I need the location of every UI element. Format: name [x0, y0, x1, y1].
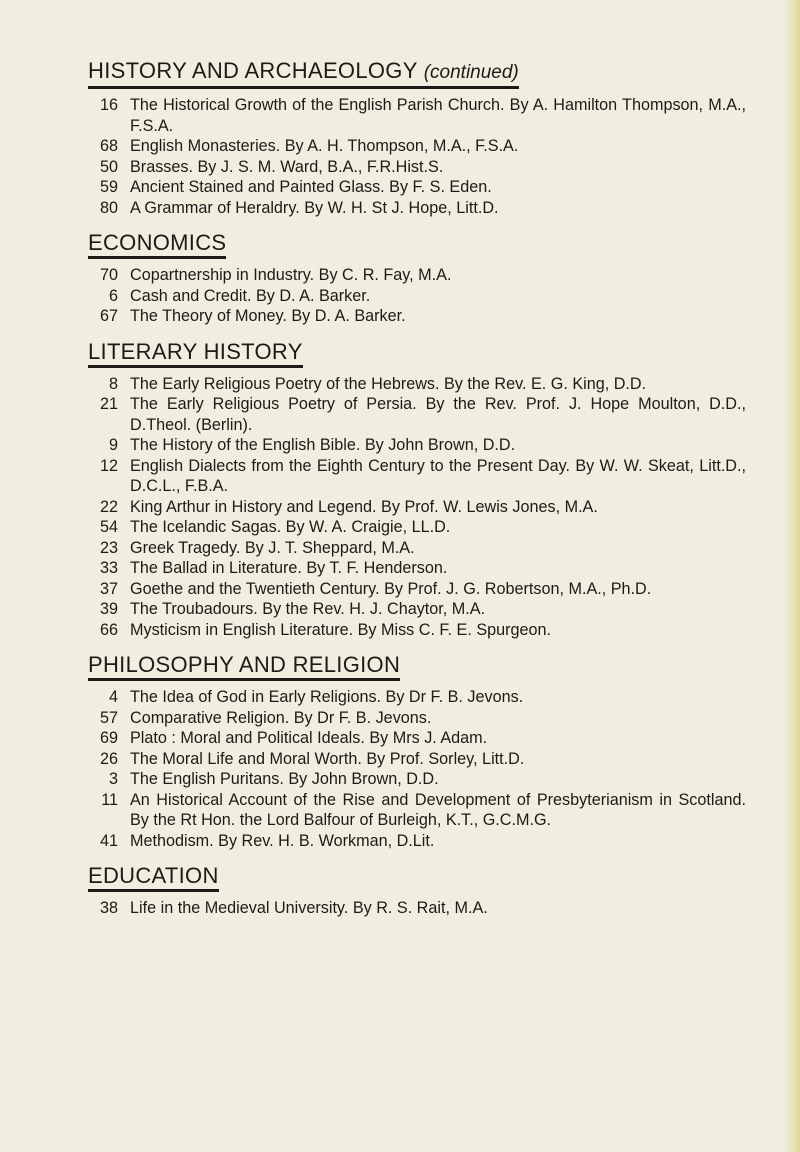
entry-number: 38	[99, 899, 118, 917]
list-item	[86, 538, 746, 559]
entry-title: Life in the Medieval University. By R. S. Rait, M.A.	[130, 899, 488, 917]
list-item	[86, 456, 746, 497]
entry-list	[86, 374, 746, 641]
entry-number: 22	[99, 497, 118, 516]
entry-list	[86, 687, 746, 851]
entry-list	[86, 265, 746, 327]
list-item	[86, 517, 746, 538]
list-item	[86, 790, 746, 831]
entry-number: 9	[108, 436, 118, 454]
list-item	[86, 286, 746, 307]
entry-number: 16	[99, 96, 118, 114]
entry-title: Methodism. By Rev. H. B. Workman, D.Lit.	[130, 831, 435, 850]
entry-number: 80	[99, 198, 118, 217]
section-education	[86, 863, 746, 919]
list-item	[86, 749, 746, 770]
entry-title: Plato : Moral and Political Ideals. By Mrs J. Adam.	[130, 729, 488, 747]
entry-title: Cash and Credit. By D. A. Barker.	[130, 286, 371, 305]
entry-title: The Idea of God in Early Religions. By Dr F. B. Jevons.	[130, 688, 524, 706]
entry-number: 4	[108, 688, 118, 706]
section-economics	[86, 230, 746, 327]
list-item	[86, 558, 746, 579]
entry-number: 37	[99, 579, 118, 598]
continued-label: (continued)	[423, 62, 519, 83]
entry-title: The Moral Life and Moral Worth. By Prof. Sorley, Litt.D.	[130, 749, 525, 768]
list-item	[86, 136, 746, 157]
section-heading: PHILOSOPHY AND RELIGION	[88, 652, 400, 681]
entry-number: 50	[99, 157, 118, 176]
entry-number: 6	[108, 286, 118, 305]
list-item	[86, 708, 746, 729]
entry-number: 33	[99, 559, 118, 577]
entry-number: 66	[99, 620, 118, 639]
section-philosophy-religion	[86, 652, 746, 851]
entry-title: Mysticism in English Literature. By Miss C. F. E. Spurgeon.	[130, 620, 552, 639]
entry-number: 54	[99, 518, 118, 536]
entry-title: Goethe and the Twentieth Century. By Prof. J. G. Robertson, M.A., Ph.D.	[130, 579, 652, 598]
list-item	[86, 95, 746, 136]
list-item	[86, 620, 746, 641]
list-item	[86, 769, 746, 790]
section-heading	[88, 58, 519, 89]
entry-title: The Historical Growth of the English Parish Church. By A. Hamilton Thompson, M.A., F.S.A.	[130, 96, 746, 135]
section-heading: EDUCATION	[88, 863, 219, 892]
entry-list	[86, 898, 746, 919]
entry-number: 69	[99, 729, 118, 747]
section-heading: ECONOMICS	[88, 230, 226, 259]
entry-number: 11	[101, 790, 118, 809]
entry-title: The History of the English Bible. By John Brown, D.D.	[130, 436, 516, 454]
entry-number: 39	[99, 600, 118, 618]
section-history-archaeology	[86, 58, 746, 218]
entry-title: King Arthur in History and Legend. By Prof. W. Lewis Jones, M.A.	[130, 497, 598, 516]
entry-title: The Early Religious Poetry of the Hebrews. By the Rev. E. G. King, D.D.	[130, 374, 647, 393]
entry-title: The Theory of Money. By D. A. Barker.	[130, 307, 406, 325]
entry-title: Greek Tragedy. By J. T. Sheppard, M.A.	[130, 538, 415, 557]
list-item	[86, 198, 746, 219]
entry-title: Comparative Religion. By Dr F. B. Jevons.	[130, 708, 432, 727]
entry-list	[86, 95, 746, 218]
list-item	[86, 831, 746, 852]
entry-title: The Icelandic Sagas. By W. A. Craigie, LL.D.	[130, 518, 451, 536]
list-item	[86, 435, 746, 456]
section-heading: LITERARY HISTORY	[88, 339, 303, 368]
entry-number: 12	[99, 456, 118, 475]
section-literary-history	[86, 339, 746, 641]
entry-title: An Historical Account of the Rise and Development of Presbyterianism in Scotland. By the Rt Hon. the Lord Balfour of Burleigh, K.T., G.C.M.G.	[130, 790, 746, 829]
catalogue-page	[86, 58, 746, 919]
list-item	[86, 497, 746, 518]
page-edge	[784, 0, 800, 1152]
list-item	[86, 599, 746, 620]
entry-title: A Grammar of Heraldry. By W. H. St J. Hope, Litt.D.	[130, 198, 499, 217]
entry-title: English Monasteries. By A. H. Thompson, M.A., F.S.A.	[130, 137, 519, 155]
heading-text: HISTORY AND ARCHAEOLOGY	[88, 58, 418, 83]
entry-number: 57	[99, 708, 118, 727]
list-item	[86, 306, 746, 327]
entry-title: The Troubadours. By the Rev. H. J. Chaytor, M.A.	[130, 600, 486, 618]
entry-title: English Dialects from the Eighth Century to the Present Day. By W. W. Skeat, Litt.D., D.C.L., F.B.A.	[130, 456, 746, 495]
list-item	[86, 157, 746, 178]
entry-title: The Early Religious Poetry of Persia. By the Rev. Prof. J. Hope Moulton, D.D., D.Theol. (Berlin).	[130, 395, 746, 434]
list-item	[86, 898, 746, 919]
entry-number: 23	[99, 538, 118, 557]
list-item	[86, 728, 746, 749]
entry-number: 21	[99, 395, 118, 413]
entry-number: 68	[99, 137, 118, 155]
list-item	[86, 265, 746, 286]
entry-number: 41	[99, 831, 118, 850]
list-item	[86, 394, 746, 435]
list-item	[86, 687, 746, 708]
list-item	[86, 177, 746, 198]
entry-number: 26	[99, 749, 118, 768]
entry-title: The English Puritans. By John Brown, D.D.	[130, 770, 439, 788]
entry-title: Copartnership in Industry. By C. R. Fay, M.A.	[130, 266, 452, 284]
entry-number: 67	[99, 307, 118, 325]
entry-number: 59	[99, 178, 118, 196]
entry-number: 3	[108, 770, 118, 788]
entry-title: Brasses. By J. S. M. Ward, B.A., F.R.Hist.S.	[130, 157, 444, 176]
list-item	[86, 579, 746, 600]
entry-number: 8	[108, 374, 118, 393]
list-item	[86, 374, 746, 395]
entry-title: Ancient Stained and Painted Glass. By F. S. Eden.	[130, 178, 492, 196]
entry-title: The Ballad in Literature. By T. F. Henderson.	[130, 559, 448, 577]
entry-number: 70	[99, 266, 118, 284]
